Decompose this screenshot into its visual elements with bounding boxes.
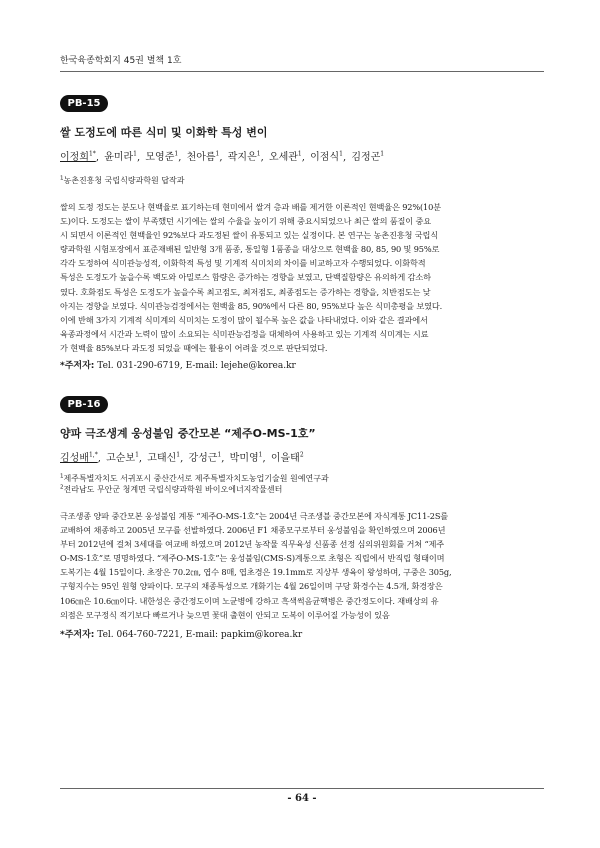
author-name: 이정희$^{1*}$ [60, 150, 96, 163]
contact-email: E-mail: papkim@korea.kr [185, 630, 303, 640]
page-number: - 64 - [287, 793, 317, 804]
abstract-line: O-MS-1호”로 명명하였다. “제주O-MS-1호”는 웅성불임(CMS-S)계통으로 초형은 직립에서 반직립 형태이며 [60, 553, 445, 564]
abstract-line: 육종과정에서 시간과 노력이 많이 소요되는 식미관능검정을 대체하여 사용하고 있는 기계적 식미계는 시료 [60, 328, 429, 339]
author-name: 강성근$^1$ [188, 451, 222, 464]
contact-phone: Tel. 064-760-7221, [97, 630, 183, 640]
running-header: 한국육종학회지 45권 별책 1호 [60, 56, 182, 66]
abstract-line: 극조생종 양파 중간모본 웅성불임 계통 “제주O-MS-1호”는 2004년 극조생블 중간모본에 자식계통 JC11-2S를 [60, 511, 449, 521]
author-name: 윤미라$^1$ [104, 150, 137, 163]
contact-label: *주저자: [60, 630, 95, 640]
author-name: 모영준$^1$ [145, 150, 179, 163]
abstract-line: 106㎝은 10.6㎝이다. 내한성은 중간정도이며 노균병에 강하고 흑색썩음균핵병은 중간정도이다. 재배상의 유 [60, 595, 439, 606]
abstract-code-badge: PB-16 [60, 396, 108, 413]
abstract-line: 량과학원 시험포장에서 표준재배된 일반형 3개 품종, 통일형 1품종을 대상으로 현백율 80, 85, 90 및 95%로 [60, 244, 440, 255]
abstract-line: 아지는 경향을 보였다. 식미관능검정에서는 현백율 85, 90%에서 다른 80, 95%보다 높은 식미총평을 보였다. [60, 300, 443, 311]
author-name: 오세관$^1$ [268, 150, 302, 163]
author-name: 이점식$^1$ [310, 150, 343, 163]
affiliation-line: $^1$제주특별자치도 서귀포시 중산간서로 제주특별자치도농업기술원 원예연구과 [60, 473, 329, 483]
author-list: 김성배$^{1,*}$, 고순보$^1$, 고태신$^1$, 강성근$^1$, 박미영$^1$, 이을태$^2$ [60, 451, 304, 464]
abstract-line: 구형지수는 95인 원형 양파이다. 모구의 채종특성으로 개화기는 4월 26일이며 구당 화경수는 4.5개, 화경장은 [60, 581, 443, 592]
author-name: 이을태$^2$ [270, 451, 304, 464]
affiliation-line: $^2$전라남도 무안군 청계면 국립식량과학원 바이오에너지작물센터 [60, 484, 283, 494]
affiliation-block [60, 175, 544, 186]
author-name: 김성배$^{1,*}$ [60, 451, 98, 464]
abstract-line: 이에 반해 3가지 기계적 식미계의 식미치는 도정이 많이 될수록 높은 값을 나타내었다. 이와 같은 결과에서 [60, 314, 428, 325]
abstract-line: 특성은 도정도가 높을수록 백도와 아밀로스 함량은 증가하는 경향을 보였고, 단백질함량은 유의하게 감소하 [60, 272, 431, 283]
abstract-line: 쌀의 도정 정도는 분도나 현백율로 표기하는데 현미에서 쌀겨 층과 배를 제거한 이론적인 현백율은 92%(10분 [60, 202, 441, 212]
author-name: 고태신$^1$ [147, 451, 181, 464]
author-name: 고순보$^1$ [106, 451, 139, 464]
abstract-line: 시 되면서 이론적인 현백율인 92%보다 과도정된 쌀이 유통되고 있는 실정이다. 본 연구는 농촌진흥청 국립식 [60, 230, 438, 241]
author-name: 천아름$^1$ [186, 150, 220, 163]
author-name: 곽지은$^1$ [227, 150, 261, 163]
abstract-line: 가 현백율 85%보다 과도정 되었을 때에는 활용이 어려울 것으로 판단되었다. [60, 342, 328, 353]
corresponding-author [60, 627, 544, 640]
abstract-body [60, 509, 544, 622]
abstract-line: 도복기는 4월 15일이다. 초장은 70.2㎝, 엽수 8매, 엽초경은 19.1mm로 지상부 생육이 왕성하며, 구중은 305g, [60, 567, 452, 578]
abstract-line: 의점은 모구정식 적기보다 빠르거나 늦으면 꽃대 출현이 안되고 도복이 이루어질 가능성이 있음 [60, 609, 390, 620]
contact-label: *주저자: [60, 361, 95, 371]
contact-email: E-mail: lejehe@korea.kr [185, 361, 296, 371]
abstract-line: 교배하여 채종하고 2005년 모구를 선발하였다. 2006년 F1 채종모구로부터 웅성불임을 확인하였으며 2006년 [60, 525, 446, 536]
abstract-line: 부터 2012년에 걸쳐 3세대를 여교배 하였으며 2012년 농작물 직무육성 신품종 선정 심의위원회를 거쳐 “제주 [60, 539, 445, 550]
affiliation-line: $^1$농촌진흥청 국립식량과학원 답작과 [60, 175, 185, 185]
author-name: 박미영$^1$ [229, 451, 263, 464]
abstract-title: 쌀 도정도에 따른 식미 및 이화학 특성 변이 [60, 126, 268, 139]
corresponding-author [60, 358, 544, 371]
author-name: 김정곤$^1$ [351, 150, 385, 163]
contact-phone: Tel. 031-290-6719, [97, 361, 183, 371]
author-list: 이정희$^{1*}$, 윤미라$^1$, 모영준$^1$, 천아름$^1$, 곽지은$^1$, 오세관$^1$, 이점식$^1$, 김정곤$^1$ [60, 150, 385, 163]
abstract-line: 도)이다. 도정도는 쌀이 부족했던 시기에는 쌀의 수율을 높이기 위해 중요시되었으나 최근 쌀의 품질이 중요 [60, 216, 432, 227]
abstract-line: 였다. 호화점도 특성은 도정도가 높을수록 최고점도, 최저점도, 최종점도는 증가하는 경향을, 치반점도는 낮 [60, 286, 431, 297]
abstract-body [60, 200, 544, 355]
affiliation-block [60, 473, 544, 495]
abstract-code-badge: PB-15 [60, 95, 108, 112]
abstract-title: 양파 극조생계 웅성불임 중간모본 “제주O-MS-1호” [60, 427, 316, 440]
footer-divider [60, 788, 544, 789]
abstract-line: 각각 도정하여 식미관능성적, 이화학적 특성 및 기계적 식미치의 차이를 비교하고자 수행되었다. 이화학적 [60, 258, 426, 269]
header-divider [60, 71, 544, 72]
